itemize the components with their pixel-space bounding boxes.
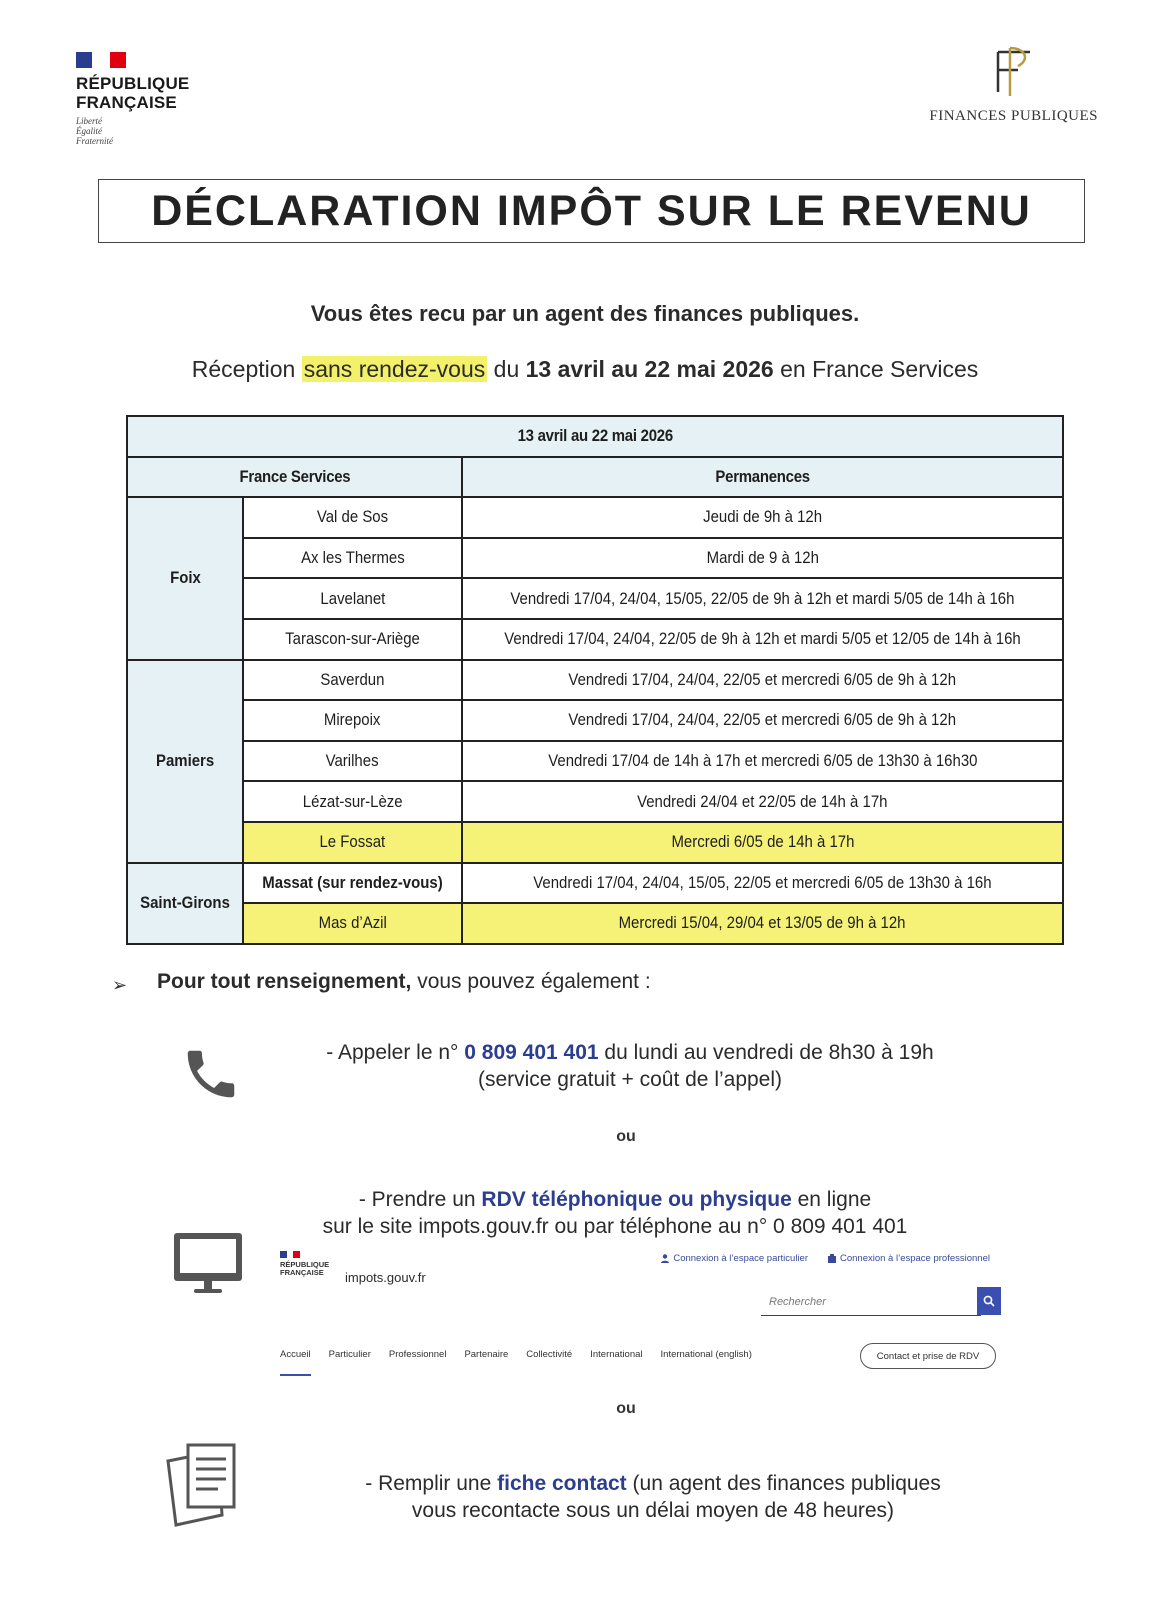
place-cell: Val de Sos [243, 497, 462, 538]
table-row [127, 538, 1063, 579]
schedule-cell: Mercredi 15/04, 29/04 et 13/05 de 9h à 12h [462, 903, 1063, 944]
table-row [127, 741, 1063, 782]
republique-francaise-logo [76, 52, 236, 146]
nav-accueil[interactable]: Accueil [280, 1349, 311, 1376]
table-row-highlighted [127, 822, 1063, 863]
schedule-cell: Vendredi 17/04, 24/04, 22/05 et mercredi 6/05 de 9h à 12h [462, 700, 1063, 741]
table-row [127, 700, 1063, 741]
rf-motto: Liberté Égalité Fraternité [76, 116, 113, 146]
schedule-cell: Vendredi 17/04, 24/04, 15/05, 22/05 de 9h à 12h et mardi 5/05 de 14h à 16h [462, 578, 1063, 619]
schedule-cell: Vendredi 17/04, 24/04, 22/05 de 9h à 12h et mardi 5/05 et 12/05 de 14h à 16h [462, 619, 1063, 660]
table-row [127, 660, 1063, 701]
site-search-input[interactable]: Rechercher [761, 1289, 981, 1316]
search-icon [983, 1295, 995, 1307]
or-separator-1: ou [616, 1128, 636, 1145]
link-professionnel[interactable]: Connexion à l’espace professionnel [828, 1253, 990, 1264]
group-cell: Foix [127, 497, 243, 659]
table-row [127, 863, 1063, 904]
schedule-cell: Vendredi 17/04, 24/04, 15/05, 22/05 et mercredi 6/05 de 13h30 à 16h [462, 863, 1063, 904]
call-note: (service gratuit + coût de l’appel) [477, 1068, 783, 1091]
place-cell: Mirepoix [243, 700, 462, 741]
table-row [127, 497, 1063, 538]
nav-international-english[interactable]: International (english) [660, 1349, 752, 1360]
schedule-cell: Mardi de 9 à 12h [462, 538, 1063, 579]
highlight-sans-rdv: sans rendez-vous [303, 356, 486, 382]
group-cell: Pamiers [127, 660, 243, 863]
user-icon [661, 1254, 669, 1263]
nav-international[interactable]: International [590, 1349, 643, 1360]
place-cell: Saverdun [243, 660, 462, 701]
intro-dates: 13 avril au 22 mai 2026 [525, 356, 774, 382]
schedule-table [126, 415, 1064, 945]
arrow-bullet-icon: ➢ [112, 975, 128, 995]
phone-number: 0 809 401 401 [464, 1041, 599, 1064]
french-flag-icon [76, 52, 126, 68]
fiche-instruction: - Remplir une fiche contact (un agent des finances publiques vous recontacte sous un délai moyen de 48 heures) [365, 1472, 941, 1522]
table-row [127, 578, 1063, 619]
rf-name-line1: RÉPUBLIQUE [76, 74, 190, 93]
monitor-icon [172, 1231, 244, 1295]
site-search-button[interactable] [977, 1287, 1001, 1315]
site-nav [280, 1349, 752, 1376]
column-header-permanences: Permanences [462, 457, 1063, 498]
table-row-highlighted [127, 903, 1063, 944]
finances-publiques-logo [918, 46, 1098, 125]
call-instruction: - Appeler le n° 0 809 401 401 du lundi au vendredi de 8h30 à 19h (service gratuit + coût de l’appel) [0, 1039, 1170, 1093]
place-cell: Le Fossat [243, 822, 462, 863]
table-period-header: 13 avril au 22 mai 2026 [127, 416, 1063, 457]
finances-publiques-text: FINANCES PUBLIQUES [929, 108, 1098, 124]
link-particulier[interactable]: Connexion à l’espace particulier [661, 1253, 808, 1264]
table-row [127, 619, 1063, 660]
schedule-cell: Vendredi 24/04 et 22/05 de 14h à 17h [462, 781, 1063, 822]
site-rf-logo: RÉPUBLIQUE FRANÇAISE [280, 1251, 329, 1277]
site-flag-icon [280, 1251, 300, 1258]
rdv-instruction: - Prendre un RDV téléphonique ou physique en ligne sur le site impots.gouv.fr ou par téléphone au n° 0 809 401 401 [322, 1188, 908, 1238]
place-cell: Tarascon-sur-Ariège [243, 619, 462, 660]
or-separator-2: ou [616, 1400, 636, 1417]
place-cell: Massat (sur rendez-vous) [243, 863, 462, 904]
intro-line-1: Vous êtes recu par un agent des finances publiques. [310, 301, 860, 326]
site-account-links [661, 1253, 990, 1264]
intro-line-2: Réception sans rendez-vous du 13 avril au 22 mai 2026 en France Services [191, 356, 979, 382]
group-cell: Saint-Girons [127, 863, 243, 944]
schedule-cell: Jeudi de 9h à 12h [462, 497, 1063, 538]
page-title: DÉCLARATION IMPÔT SUR LE REVENU [151, 186, 1032, 235]
schedule-cell: Mercredi 6/05 de 14h à 17h [462, 822, 1063, 863]
nav-professionnel[interactable]: Professionnel [388, 1349, 447, 1360]
schedule-cell: Vendredi 17/04, 24/04, 22/05 et mercredi 6/05 de 9h à 12h [462, 660, 1063, 701]
info-lead: Pour tout renseignement, vous pouvez également : [157, 970, 651, 993]
table-row [127, 781, 1063, 822]
site-name: impots.gouv.fr [345, 1270, 426, 1285]
finances-publiques-mark-icon [990, 46, 1036, 98]
rf-name-line2: FRANÇAISE [76, 93, 177, 112]
column-header-france-services: France Services [127, 457, 462, 498]
place-cell: Varilhes [243, 741, 462, 782]
fiche-contact-link: fiche contact [497, 1472, 627, 1495]
rdv-type: RDV téléphonique ou physique [481, 1188, 792, 1211]
place-cell: Ax les Thermes [243, 538, 462, 579]
contact-rdv-button[interactable]: Contact et prise de RDV [860, 1343, 996, 1369]
place-cell: Lézat-sur-Lèze [243, 781, 462, 822]
nav-collectivite[interactable]: Collectivité [526, 1349, 573, 1360]
impots-gouv-screenshot [280, 1251, 1000, 1381]
title-box [98, 179, 1085, 243]
building-icon [828, 1254, 836, 1263]
place-cell: Lavelanet [243, 578, 462, 619]
place-cell: Mas d’Azil [243, 903, 462, 944]
schedule-cell: Vendredi 17/04 de 14h à 17h et mercredi 6/05 de 13h30 à 16h30 [462, 741, 1063, 782]
nav-particulier[interactable]: Particulier [328, 1349, 371, 1360]
nav-partenaire[interactable]: Partenaire [464, 1349, 509, 1360]
